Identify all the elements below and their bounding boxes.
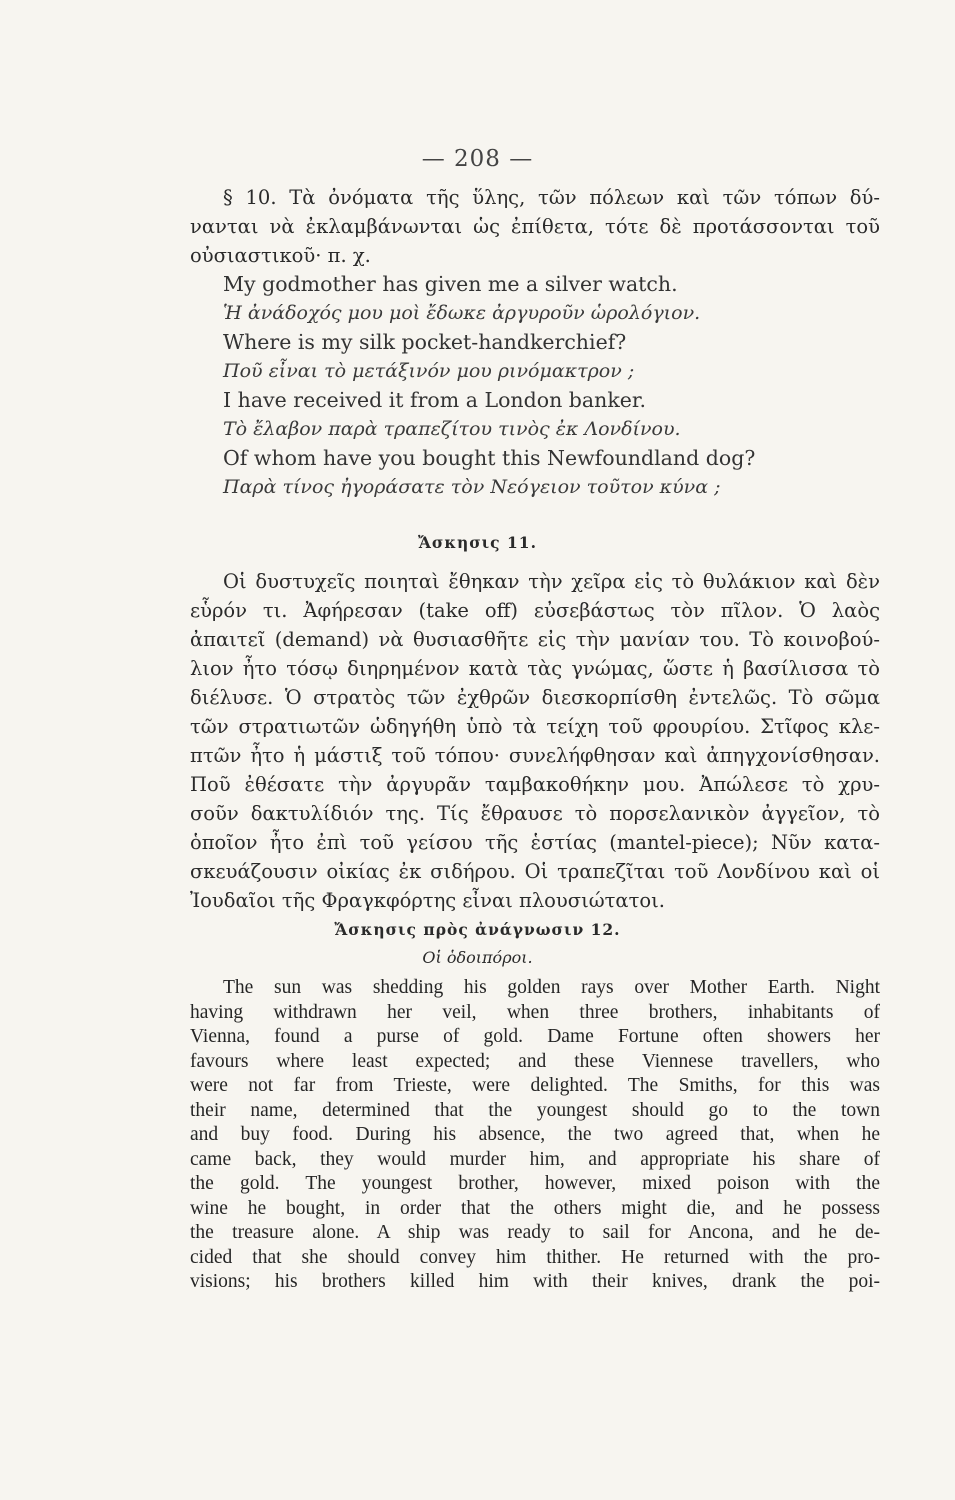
example-greek: Ποῦ εἶναι τὸ μετάξινόν μου ρινόμακτρον ;: [223, 360, 635, 382]
story-line: The sun was shedding his golden rays over Mother Earth. Night: [223, 977, 880, 998]
exercise-11-line: σκευάζουσιν οἰκίας ἐκ σιδήρου. Οἱ τραπεζῖται τοῦ Λονδίνου καὶ οἱ: [190, 860, 880, 883]
story-line: wine he bought, in order that the others might die, and he possess: [190, 1197, 880, 1219]
story-line: their name, determined that the youngest should go to the town: [190, 1099, 880, 1121]
story-line: and buy food. During his absence, the two agreed that, when he: [190, 1124, 880, 1145]
example-greek: Τὸ ἔλαβον παρὰ τραπεζίτου τινὸς ἐκ Λονδίνου.: [223, 418, 681, 440]
section-10-line: § 10. Τὰ ὀνόματα τῆς ὕλης, τῶν πόλεων καὶ τῶν τόπων δύ-: [223, 186, 880, 209]
exercise-11-heading: Ἄσκησις 11.: [418, 533, 537, 552]
example-greek: Παρὰ τίνος ἠγοράσατε τὸν Νεόγειον τοῦτον κύνα ;: [223, 476, 721, 498]
story-line: favours where least expected; and these Viennese travellers, who: [190, 1050, 880, 1072]
exercise-11-line: πτῶν ἦτο ἡ μάστιξ τοῦ τόπου· συνελήφθησαν καὶ ἀπηγχονίσθησαν.: [190, 744, 880, 767]
story-line: were not far from Trieste, were delighted. The Smiths, for this was: [190, 1075, 880, 1096]
story-line: cided that she should convey him thither. He returned with the pro-: [190, 1246, 880, 1268]
example-english: Where is my silk pocket-handkerchief?: [223, 330, 627, 354]
story-line: the treasure alone. A ship was ready to sail for Ancona, and he de-: [190, 1222, 880, 1243]
exercise-11-line: ὁποῖον ἦτο ἐπὶ τοῦ γείσου τῆς ἑστίας (mantel-piece); Νῦν κατα-: [190, 831, 880, 854]
exercise-11-line: λιον ἦτο τόσῳ διηρημένον κατὰ τὰς γνώμας, ὥστε ἡ βασίλισσα τὸ: [190, 657, 880, 680]
example-greek: Ἡ ἀνάδοχός μου μοὶ ἔδωκε ἀργυροῦν ὡρολόγιον.: [223, 302, 701, 324]
exercise-11-line: διέλυσε. Ὁ στρατὸς τῶν ἐχθρῶν διεσκορπίσθη ἐντελῶς. Τὸ σῶμα: [190, 686, 880, 709]
example-english: My godmother has given me a silver watch.: [223, 272, 678, 296]
example-english: I have received it from a London banker.: [223, 388, 646, 412]
story-line: came back, they would murder him, and appropriate his share of: [190, 1148, 880, 1170]
exercise-11-line: Ἰουδαῖοι τῆς Φραγκφόρτης εἶναι πλουσιώτατοι.: [190, 889, 665, 912]
example-english: Of whom have you bought this Newfoundland dog?: [223, 446, 756, 470]
story-line: visions; his brothers killed him with their knives, drank the poi-: [190, 1271, 880, 1292]
exercise-11-line: τῶν στρατιωτῶν ὡδηγήθη ὑπὸ τὰ τείχη τοῦ φρουρίου. Στῖφος κλε-: [190, 715, 880, 738]
exercise-11-line: εὗρόν τι. Ἀφήρεσαν (take off) εὐσεβάστως τὸν πῖλον. Ὁ λαὸς: [190, 599, 880, 622]
exercise-12-heading: Ἄσκησις πρὸς ἀνάγνωσιν 12.: [334, 920, 621, 939]
story-line: Vienna, found a purse of gold. Dame Fortune often showers her: [190, 1026, 880, 1047]
section-10-line: νανται νὰ ἐκλαμβάνωνται ὡς ἐπίθετα, τότε δὲ προτάσσονται τοῦ: [190, 215, 880, 238]
exercise-11-body: [190, 567, 880, 915]
exercise-11-line: Ποῦ ἐθέσατε τὴν ἀργυρᾶν ταμβακοθήκην μου. Ἀπώλεσε τὸ χρυ-: [190, 773, 880, 796]
exercise-12-body: [190, 976, 880, 1295]
exercise-12-subtitle: Οἱ ὁδοιπόροι.: [422, 948, 533, 967]
story-line: the gold. The youngest brother, however, mixed poison with the: [190, 1173, 880, 1194]
page-number: — 208 —: [421, 146, 534, 172]
section-10-line: οὐσιαστικοῦ· π. χ.: [190, 244, 371, 267]
section-10: [190, 183, 880, 502]
story-line: having withdrawn her veil, when three brothers, inhabitants of: [190, 1001, 880, 1023]
exercise-11-line: σοῦν δακτυλίδιόν της. Τίς ἔθραυσε τὸ πορσελανικὸν ἀγγεῖον, τὸ: [190, 802, 880, 825]
exercise-11-line: Οἱ δυστυχεῖς ποιηταὶ ἔθηκαν τὴν χεῖρα εἰς τὸ θυλάκιον καὶ δὲν: [223, 570, 880, 593]
exercise-11-line: ἀπαιτεῖ (demand) νὰ θυσιασθῆτε εἰς τὴν μανίαν του. Τὸ κοινοβού-: [190, 628, 880, 651]
